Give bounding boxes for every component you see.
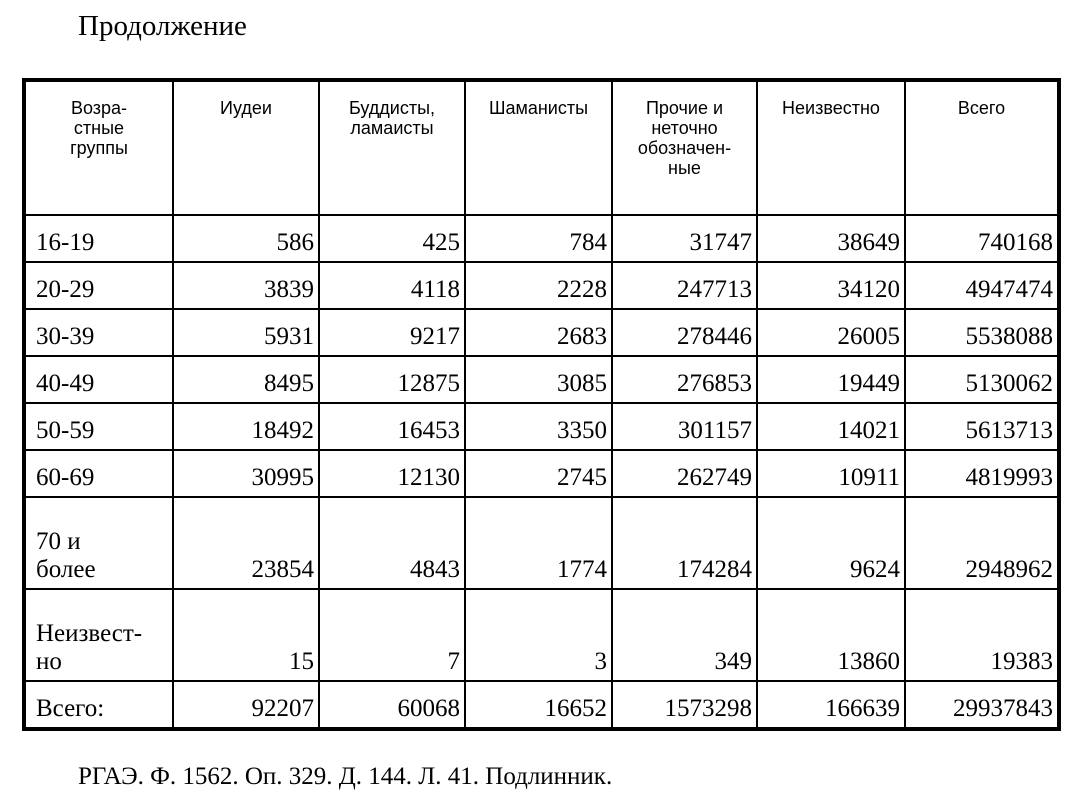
row-label: 16-19 xyxy=(24,215,173,262)
table-cell: 60068 xyxy=(319,681,465,729)
table-cell: 18492 xyxy=(173,403,319,450)
column-header: Возра- стные группы xyxy=(24,80,173,215)
table-cell: 262749 xyxy=(612,450,757,497)
table-cell: 586 xyxy=(173,215,319,262)
table-cell: 16652 xyxy=(465,681,612,729)
row-label: Всего: xyxy=(24,681,173,729)
table-cell: 5538088 xyxy=(905,309,1059,356)
table-header-row xyxy=(24,80,1059,215)
row-label: 20-29 xyxy=(24,262,173,309)
table-cell: 34120 xyxy=(757,262,905,309)
table-cell: 31747 xyxy=(612,215,757,262)
table-cell: 30995 xyxy=(173,450,319,497)
table-cell: 166639 xyxy=(757,681,905,729)
row-label: 70 и более xyxy=(24,497,173,589)
page-heading: Продолжение xyxy=(78,10,247,42)
total-row xyxy=(24,681,1059,729)
table-cell: 5931 xyxy=(173,309,319,356)
table-cell: 1774 xyxy=(465,497,612,589)
table-cell: 349 xyxy=(612,589,757,681)
row-label: Неизвест- но xyxy=(24,589,173,681)
table-cell: 29937843 xyxy=(905,681,1059,729)
table-cell: 740168 xyxy=(905,215,1059,262)
table-cell: 3 xyxy=(465,589,612,681)
table-cell: 92207 xyxy=(173,681,319,729)
table-cell: 26005 xyxy=(757,309,905,356)
table-cell: 301157 xyxy=(612,403,757,450)
table-row xyxy=(24,450,1059,497)
table-row xyxy=(24,497,1059,589)
table-row xyxy=(24,262,1059,309)
table-cell: 23854 xyxy=(173,497,319,589)
table-row xyxy=(24,589,1059,681)
table-cell: 38649 xyxy=(757,215,905,262)
source-citation: РГАЭ. Ф. 1562. Оп. 329. Д. 144. Л. 41. Подлинник. xyxy=(78,763,613,790)
table-cell: 19383 xyxy=(905,589,1059,681)
table-row xyxy=(24,356,1059,403)
table-cell: 4118 xyxy=(319,262,465,309)
table-cell: 2745 xyxy=(465,450,612,497)
column-header: Иудеи xyxy=(173,80,319,215)
row-label: 30-39 xyxy=(24,309,173,356)
column-header: Неизвестно xyxy=(757,80,905,215)
table-cell: 425 xyxy=(319,215,465,262)
table-cell: 278446 xyxy=(612,309,757,356)
table-cell: 3839 xyxy=(173,262,319,309)
table-cell: 12875 xyxy=(319,356,465,403)
table-cell: 4843 xyxy=(319,497,465,589)
table-cell: 2683 xyxy=(465,309,612,356)
table-cell: 16453 xyxy=(319,403,465,450)
table-cell: 1573298 xyxy=(612,681,757,729)
census-table xyxy=(22,78,1061,731)
table-cell: 4819993 xyxy=(905,450,1059,497)
table-cell: 4947474 xyxy=(905,262,1059,309)
column-header: Шаманисты xyxy=(465,80,612,215)
column-header: Буддисты, ламаисты xyxy=(319,80,465,215)
table-row xyxy=(24,309,1059,356)
table-cell: 2228 xyxy=(465,262,612,309)
table-cell: 9624 xyxy=(757,497,905,589)
column-header: Всего xyxy=(905,80,1059,215)
table-cell: 3085 xyxy=(465,356,612,403)
row-label: 40-49 xyxy=(24,356,173,403)
row-label: 50-59 xyxy=(24,403,173,450)
table-cell: 5130062 xyxy=(905,356,1059,403)
table-cell: 7 xyxy=(319,589,465,681)
table-row xyxy=(24,215,1059,262)
table-cell: 3350 xyxy=(465,403,612,450)
table-cell: 174284 xyxy=(612,497,757,589)
table-cell: 5613713 xyxy=(905,403,1059,450)
row-label: 60-69 xyxy=(24,450,173,497)
table-cell: 9217 xyxy=(319,309,465,356)
table-cell: 247713 xyxy=(612,262,757,309)
table-cell: 19449 xyxy=(757,356,905,403)
column-header: Прочие и неточно обозначен- ные xyxy=(612,80,757,215)
table-cell: 13860 xyxy=(757,589,905,681)
table-cell: 2948962 xyxy=(905,497,1059,589)
table-row xyxy=(24,403,1059,450)
table-cell: 12130 xyxy=(319,450,465,497)
table-cell: 276853 xyxy=(612,356,757,403)
table-cell: 784 xyxy=(465,215,612,262)
table-cell: 14021 xyxy=(757,403,905,450)
table-cell: 8495 xyxy=(173,356,319,403)
table-cell: 10911 xyxy=(757,450,905,497)
table-cell: 15 xyxy=(173,589,319,681)
